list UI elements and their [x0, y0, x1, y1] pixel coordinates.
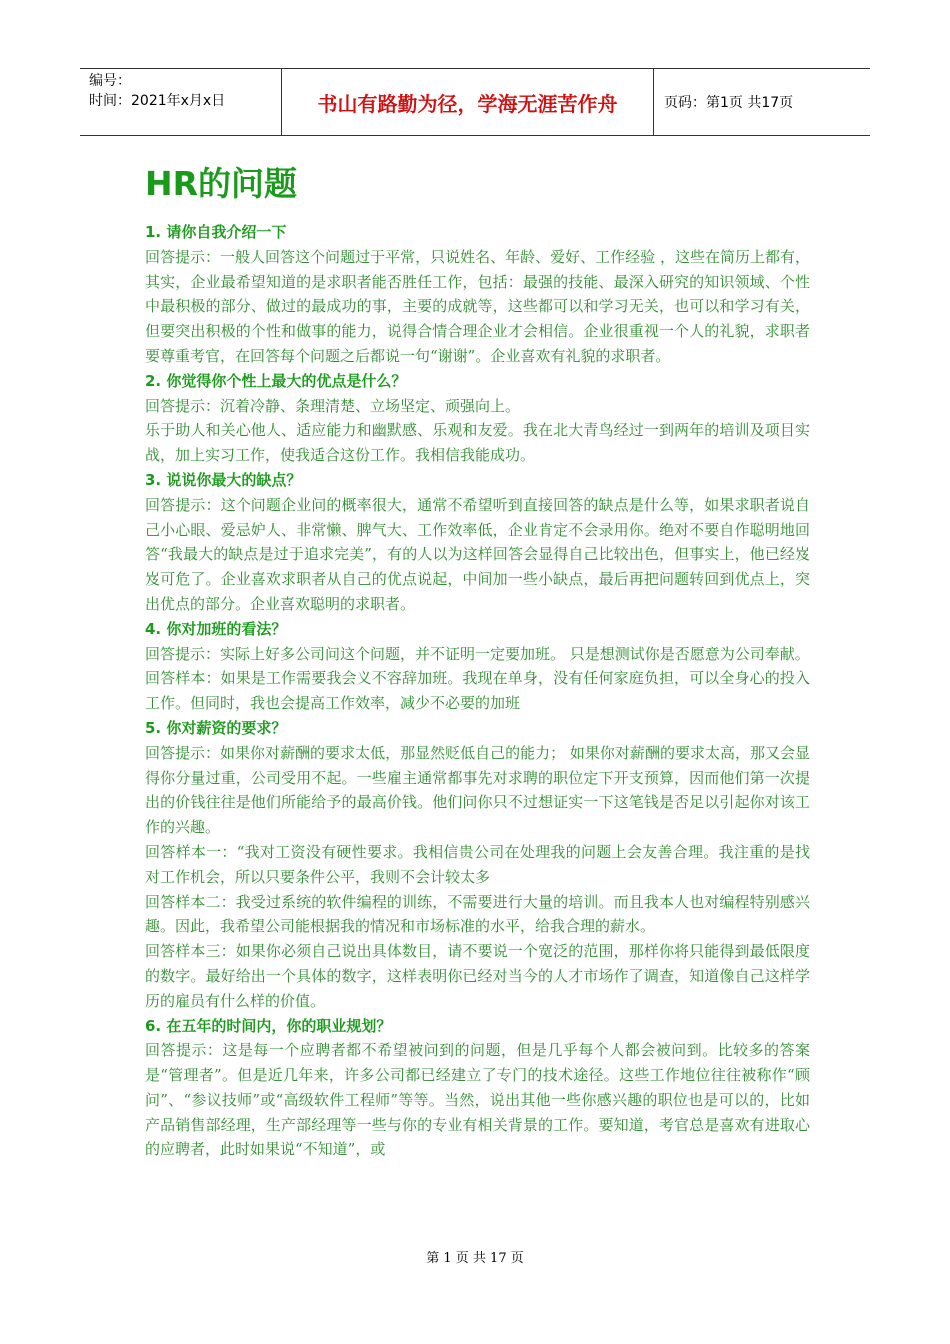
document-title: HR的问题 [145, 164, 298, 203]
answer-paragraph: 回答样本三：如果你必须自己说出具体数目，请不要说一个宽泛的范围，那样你将只能得到最低限度的数字。最好给出一个具体的数字，这样表明你已经对当今的人才市场作了调查，知道像自己这样学历的雇员有什么样的价值。 [145, 942, 810, 1010]
question-heading: 3. 说说你最大的缺点？ [145, 470, 302, 489]
question-heading: 5. 你对薪资的要求？ [145, 718, 287, 737]
answer-paragraph: 回答提示：如果你对薪酬的要求太低，那显然贬低自己的能力； 如果你对薪酬的要求太高，那又会显得你分量过重，公司受用不起。一些雇主通常都事先对求聘的职位定下开支预算，因而他们第一次提出的价钱往往是他们所能给予的最高价钱。他们问你只不过想证实一下这笔钱是否足以引起你对该工作的兴趣。 [145, 743, 810, 837]
answer-paragraph: 回答提示：沉着冷静、条理清楚、立场坚定、顽强向上。 [145, 396, 521, 415]
answer-paragraph: 回答样本二：我受过系统的软件编程的训练，不需要进行大量的培训。而且我本人也对编程特别感兴趣。因此，我希望公司能根据我的情况和市场标准的水平，给我合理的薪水。 [145, 892, 810, 936]
header-page-info: 页码：第1页 共17页 [664, 95, 794, 111]
question-heading: 2. 你觉得你个性上最大的优点是什么？ [145, 371, 407, 390]
page-footer: 第 1 页 共 17 页 [426, 1251, 524, 1266]
answer-paragraph: 回答提示：这是每一个应聘者都不希望被问到的问题，但是几乎每个人都会被问到。比较多的答案是“管理者”。但是近几年来，许多公司都已经建立了专门的技术途径。这些工作地位往往被称作“顾问”、“参议技师”或“高级软件工程师”等等。当然，说出其他一些你感兴趣的职位也是可以的，比如产品销售部经理，生产部经理等一些与你的专业有相关背景的工作。要知道，考官总是喜欢有进取心的应聘者，此时如果说“不知道”，或 [145, 1041, 810, 1159]
header-motto: 书山有路勤为径，学海无涯苦作舟 [282, 69, 654, 135]
question-heading: 4. 你对加班的看法？ [145, 619, 287, 638]
answer-paragraph: 回答样本：如果是工作需要我会义不容辞加班。我现在单身，没有任何家庭负担，可以全身心的投入工作。但同时，我也会提高工作效率，减少不必要的加班 [145, 669, 810, 713]
answer-paragraph: 乐于助人和关心他人、适应能力和幽默感、乐观和友爱。我在北大青鸟经过一到两年的培训及项目实战，加上实习工作，使我适合这份工作。我相信我能成功。 [145, 421, 810, 465]
time-label: 时间：2021年x月x日 [89, 93, 226, 109]
answer-paragraph: 回答样本一：“我对工资没有硬性要求。我相信贵公司在处理我的问题上会友善合理。我注重的是找对工作机会，所以只要条件公平，我则不会计较太多 [145, 842, 810, 886]
answer-paragraph: 回答提示：一般人回答这个问题过于平常，只说姓名、年龄、爱好、工作经验 ，这些在简历上都有，其实，企业最希望知道的是求职者能否胜任工作，包括：最强的技能、最深入研究的知识领域、个性中最积极的部分、做过的最成功的事，主要的成就等，这些都可以和学习无关，也可以和学习有关，但要突出积极的个性和做事的能力，说得合情合理企业才会相信。企业很重视一个人的礼貌，求职者要尊重考官，在回答每个问题之后都说一句“谢谢”。企业喜欢有礼貌的求职者。 [145, 247, 810, 365]
question-heading: 1. 请你自我介绍一下 [145, 223, 287, 241]
document-body [145, 220, 810, 1162]
number-label: 编号： [89, 73, 131, 89]
question-heading: 6. 在五年的时间内，你的职业规划？ [145, 1016, 392, 1035]
answer-paragraph: 回答提示：实际上好多公司问这个问题，并不证明一定要加班。 只是想测试你是否愿意为公司奉献。 [145, 644, 810, 663]
page-header [80, 68, 870, 136]
answer-paragraph: 回答提示：这个问题企业问的概率很大，通常不希望听到直接回答的缺点是什么等，如果求职者说自己小心眼、爱忌妒人、非常懒、脾气大、工作效率低，企业肯定不会录用你。绝对不要自作聪明地回答“我最大的缺点是过于追求完美”，有的人以为这样回答会显得自己比较出色，但事实上，他已经岌岌可危了。企业喜欢求职者从自己的优点说起，中间加一些小缺点，最后再把问题转回到优点上，突出优点的部分。企业喜欢聪明的求职者。 [145, 495, 810, 613]
header-meta [80, 69, 282, 135]
